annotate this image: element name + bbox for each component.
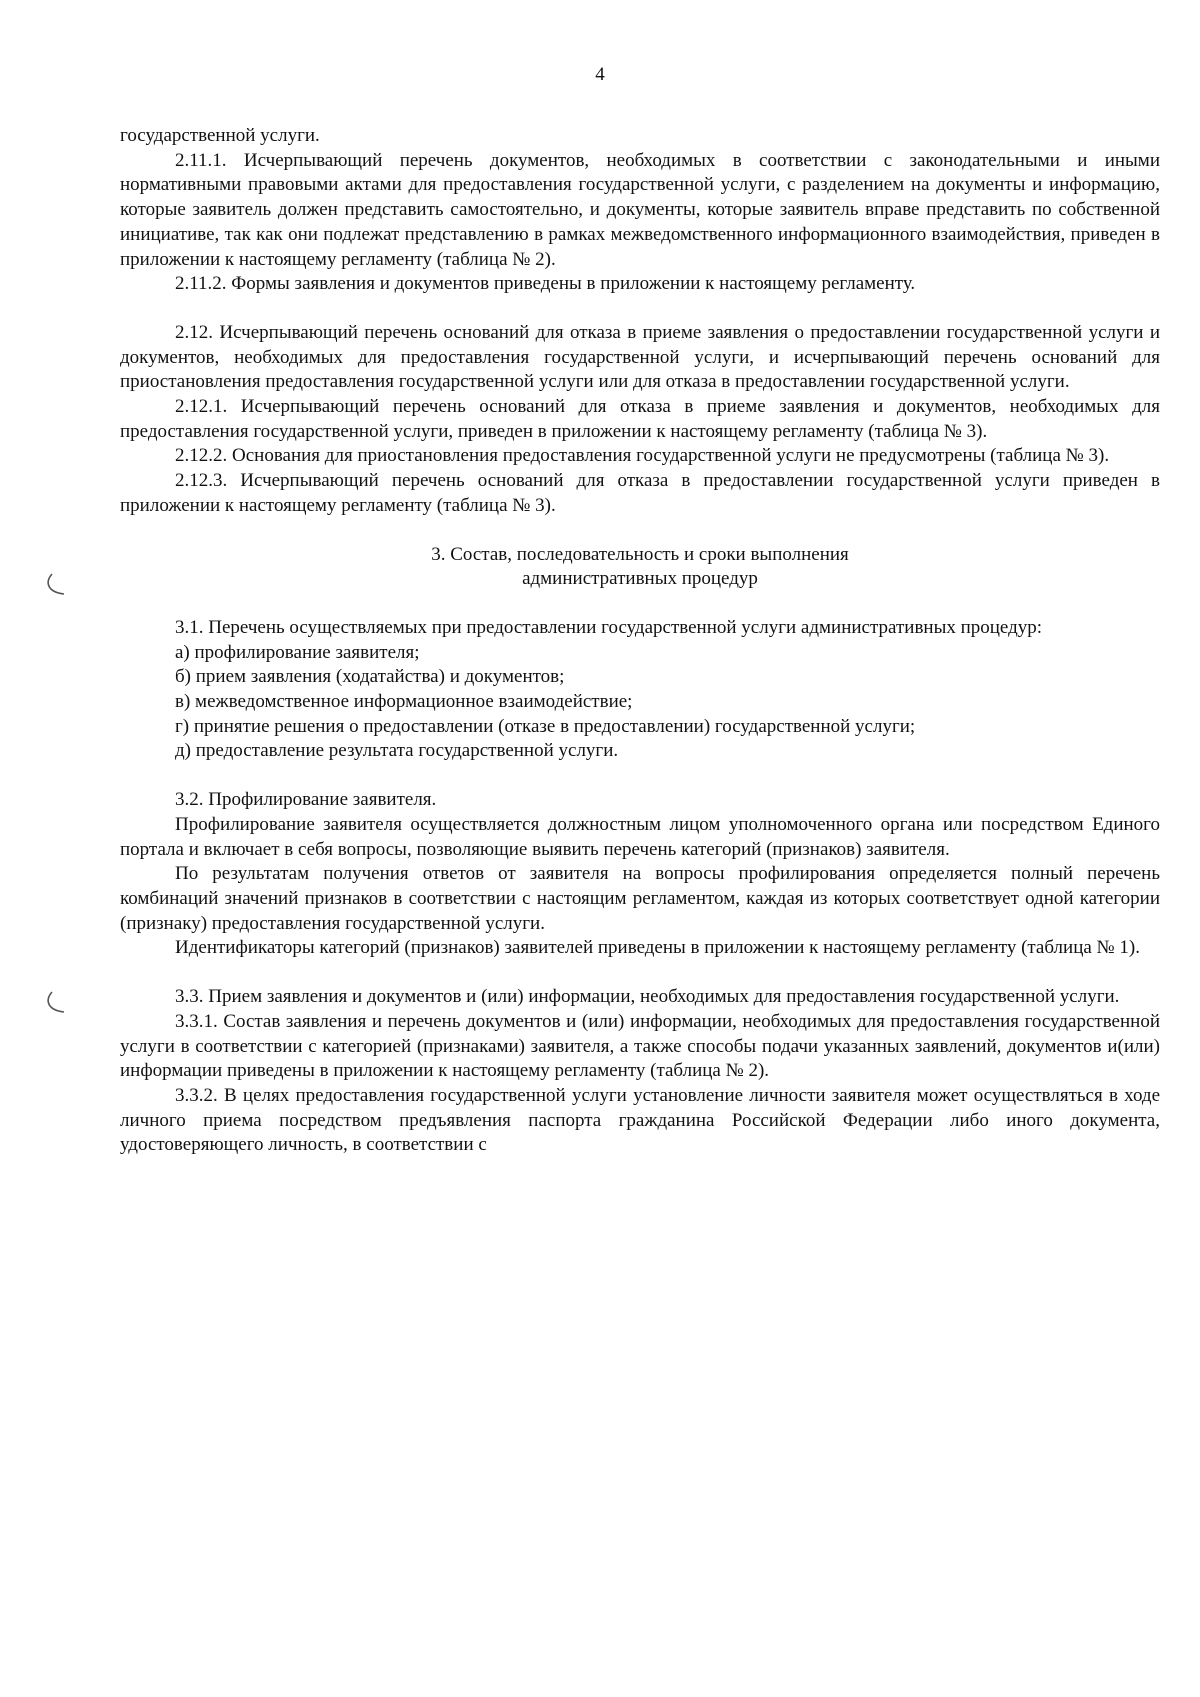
punch-hole-mark — [44, 990, 66, 1016]
list-item: б) прием заявления (ходатайства) и документов; — [175, 666, 565, 688]
paragraph-3-2: 3.2. Профилирование заявителя. — [175, 789, 437, 811]
section-heading-line-2: административных процедур — [522, 568, 758, 590]
paragraph-2-11-2: 2.11.2. Формы заявления и документов приведены в приложении к настоящему регламенту. — [175, 273, 916, 295]
paragraph: По результатам получения ответов от заявителя на вопросы профилирования определяется полный перечень комбинаций значений признаков в соответствии с настоящим регламентом, каждая из которых соответствует одной категории (признаку) предоставления государственной услуги. — [120, 863, 1160, 934]
section-heading: 3. Состав, последовательность и сроки выполнения — [431, 543, 849, 565]
paragraph-3-3-1: 3.3.1. Состав заявления и перечень документов и (или) информации, необходимых для предоставления государственной услуги в соответствии с категорией (признаками) заявителя, а также способы подачи указанных заявлений, документов и(или) информации приведены в приложении к настоящему регламенту (таблица № 2). — [120, 1010, 1160, 1082]
paragraph-3-1: 3.1. Перечень осуществляемых при предоставлении государственной услуги административных процедур: — [175, 616, 1043, 638]
paragraph-3-3-2: 3.3.2. В целях предоставления государственной услуги установление личности заявителя может осуществляться в ходе личного приема посредством предъявления паспорта гражданина Российской Федерации либо иного документа, удостоверяющего личность, в соответствии с — [120, 1084, 1160, 1156]
document-body — [120, 124, 1160, 1158]
paragraph-2-12-2: 2.12.2. Основания для приостановления предоставления государственной услуги не предусмотрены (таблица № 3). — [175, 445, 1110, 467]
paragraph: государственной услуги. — [120, 125, 320, 146]
punch-hole-mark — [44, 572, 66, 598]
list-item: а) профилирование заявителя; — [175, 641, 420, 663]
paragraph-2-12: 2.12. Исчерпывающий перечень оснований для отказа в приеме заявления о предоставлении государственной услуги и документов, необходимых для предоставления государственной услуги, и исчерпывающий перечень оснований для приостановления предоставления государственной услуги или для отказа в предоставлении государственной услуги. — [120, 321, 1160, 393]
paragraph: Профилирование заявителя осуществляется должностным лицом уполномоченного органа или посредством Единого портала и включает в себя вопросы, позволяющие выявить перечень категорий (признаков) заявителя. — [120, 813, 1160, 860]
paragraph-2-11-1: 2.11.1. Исчерпывающий перечень документов, необходимых в соответствии с законодательными и иными нормативными правовыми актами для предоставления государственной услуги, с разделением на документы и информацию, которые заявитель должен представить самостоятельно, и документы, которые заявитель вправе представить по собственной инициативе, так как они подлежат представлению в рамках межведомственного информационного взаимодействия, приведен в приложении к настоящему регламенту (таблица № 2). — [120, 149, 1160, 270]
paragraph-3-3: 3.3. Прием заявления и документов и (или) информации, необходимых для предоставления государственной услуги. — [175, 986, 1120, 1008]
list-item: д) предоставление результата государственной услуги. — [175, 740, 619, 762]
paragraph-2-12-3: 2.12.3. Исчерпывающий перечень оснований для отказа в предоставлении государственной услуги приведен в приложении к настоящему регламенту (таблица № 3). — [120, 470, 1160, 516]
page-number: 4 — [595, 64, 605, 85]
list-item: в) межведомственное информационное взаимодействие; — [175, 691, 633, 713]
paragraph: Идентификаторы категорий (признаков) заявителей приведены в приложении к настоящему регламенту (таблица № 1). — [175, 937, 1141, 959]
paragraph-2-12-1: 2.12.1. Исчерпывающий перечень оснований для отказа в приеме заявления и документов, необходимых для предоставления государственной услуги, приведен в приложении к настоящему регламенту (таблица № 3). — [120, 396, 1160, 442]
list-item: г) принятие решения о предоставлении (отказе в предоставлении) государственной услуги; — [175, 715, 916, 737]
